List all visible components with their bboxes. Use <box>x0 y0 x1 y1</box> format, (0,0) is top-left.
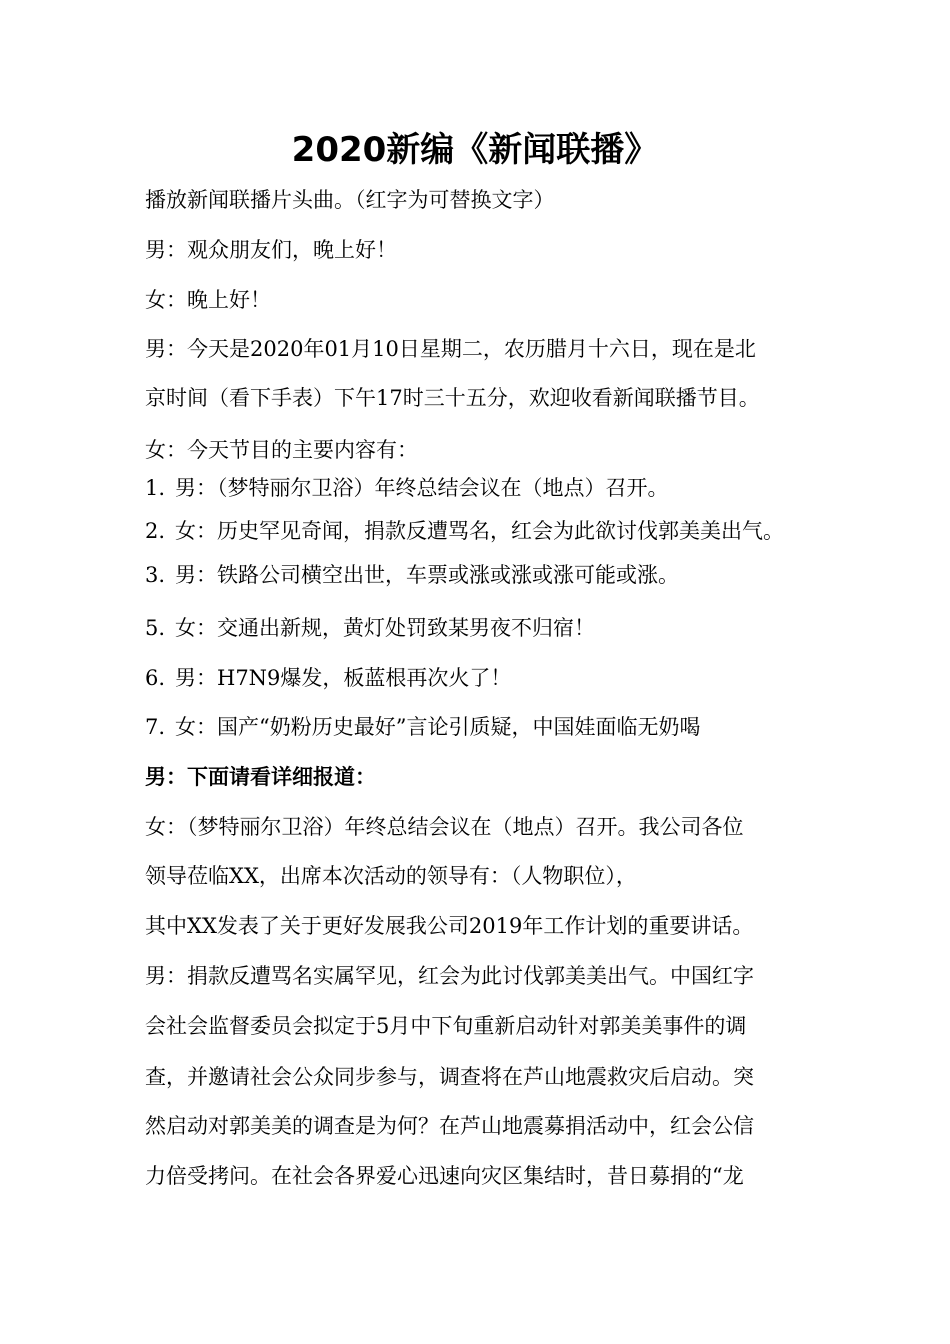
headline-item <box>145 516 784 546</box>
headline-text: 女：交通出新规，黄灯处罚致某男夜不归宿！ <box>175 616 595 640</box>
report-line: 然启动对郭美美的调查是为何？在芦山地震募捐活动中，红会公信 <box>145 1114 754 1138</box>
headline-text: 男：铁路公司横空出世，车票或涨或涨或涨可能或涨。 <box>175 563 679 587</box>
report-line: 力倍受拷问。在社会各界爱心迅速向灾区集结时，昔日募捐的“龙 <box>145 1164 744 1188</box>
headline-text: 女：国产“奶粉历史最好”言论引质疑，中国娃面临无奶喝 <box>175 715 701 739</box>
headline-number: 1. <box>145 476 166 500</box>
report-line: 其中XX发表了关于更好发展我公司2019年工作计划的重要讲话。 <box>145 914 754 938</box>
report-line: 女：（梦特丽尔卫浴）年终总结会议在（地点）召开。我公司各位 <box>145 815 744 839</box>
headline-number: 3. <box>145 563 166 587</box>
headline-number: 6. <box>145 666 166 690</box>
headline-number: 2. <box>145 519 166 543</box>
intro-line: 播放新闻联播片头曲。（红字为可替换文字） <box>145 188 555 212</box>
headline-item <box>145 560 679 590</box>
headline-number: 7. <box>145 715 166 739</box>
headline-text: 男：（梦特丽尔卫浴）年终总结会议在（地点）召开。 <box>175 476 669 500</box>
headline-item <box>145 613 595 643</box>
headline-item <box>145 712 700 742</box>
report-line: 领导莅临XX，出席本次活动的领导有：（人物职位）， <box>145 864 637 888</box>
dialogue-line: 女：今天节目的主要内容有： <box>145 438 418 462</box>
report-line: 查，并邀请社会公众同步参与，调查将在芦山地震救灾后启动。突 <box>145 1065 754 1089</box>
section-heading: 男：下面请看详细报道： <box>145 764 376 789</box>
report-line: 会社会监督委员会拟定于5月中下旬重新启动针对郭美美事件的调 <box>145 1014 747 1038</box>
dialogue-line: 京时间（看下手表）下午17时三十五分，欢迎收看新闻联播节目。 <box>145 386 760 410</box>
headline-text: 男：H7N9爆发，板蓝根再次火了！ <box>175 666 512 690</box>
dialogue-line: 男：今天是2020年01月10日星期二，农历腊月十六日，现在是北 <box>145 337 756 361</box>
headline-number: 5. <box>145 616 166 640</box>
dialogue-line: 男：观众朋友们，晚上好！ <box>145 238 397 262</box>
document-title: 2020新编《新闻联播》 <box>291 130 659 170</box>
dialogue-line: 女：晚上好！ <box>145 288 271 312</box>
headline-item <box>145 473 669 503</box>
headline-text: 女：历史罕见奇闻，捐款反遭骂名，红会为此欲讨伐郭美美出气。 <box>175 519 784 543</box>
headline-item <box>145 663 511 693</box>
report-line: 男：捐款反遭骂名实属罕见，红会为此讨伐郭美美出气。中国红字 <box>145 964 754 988</box>
